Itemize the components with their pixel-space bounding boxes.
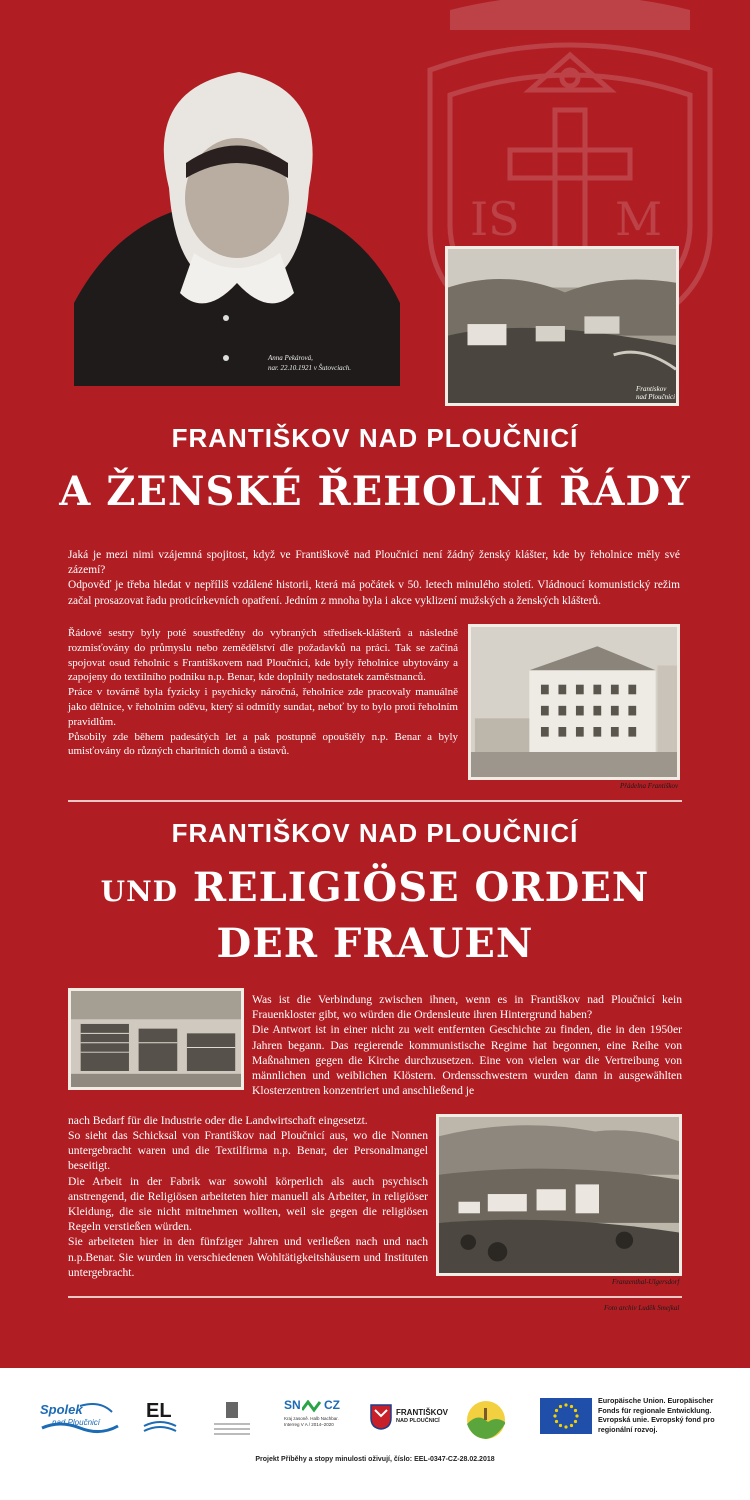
cz-paragraph-4: Působily zde během padesátých let a pak postupně opouštěly n.p. Benar a byly umisťovány do různých charitních domů a ústavů. [68,730,458,758]
logo-frantiskov-line1: FRANTIŠKOV [396,1408,448,1417]
de-paragraph-3: Die Arbeit in der Fabrik war sowohl körperlich als auch psychisch anstrengend, die Religiösen arbeiteten hier manuell als Arbeiter, in religiöser Kleidung, die sie nicht mitnehmen wollten, weil sie gegen die religiösen Regeln verstießen würden. [68,1174,428,1234]
town-photo [445,246,679,406]
de-text-bottom [68,1128,428,1280]
photo-credit: Foto archiv Luděk Smejkal [604,1304,680,1312]
logo-el [140,1398,180,1438]
cz-paragraph-2b: Řádové sestry byly poté soustředěny do vybraných středisek-klášterů a následně rozmisťovány do průmyslu nebo zemědělství dle požadavků na práci. Tak se začíná spojovat osud řeholnic s Františkovem nad Ploučnicí, kde byly řeholnice ubytovány a zapojeny do textilního podniku n.p. Benar, kde doplnily nedostatek zaměstnanců. [68,627,458,684]
spinning-mill-photo [468,624,680,780]
de-text-top [252,992,682,1098]
eu-funding-text: Europäische Union. Europäischer Fonds für regionale Entwicklung. Evropská unie. Evropský fond pro regionální rozvoj. [598,1396,715,1434]
school-emblem-icon [210,1398,254,1442]
project-reference: Projekt Příběhy a stopy minulosti oživují, číslo: EEL-0347-CZ-28.02.2018 [255,1456,495,1463]
heading-de-line3: DER FRAUEN [216,920,534,967]
footer [0,1368,750,1500]
logo-spolek-line2: nad Ploučnicí [52,1418,101,1427]
emblem-letters-right: M [615,192,663,246]
de-paragraph-2b: nach Bedarf für die Industrie oder die Landwirtschaft eingesetzt. [68,1114,368,1127]
heading-cz-line2: A ŽENSKÉ ŘEHOLNÍ ŘÁDY [59,468,691,515]
heading-de-line2: RELIGIÖSE ORDEN [192,864,650,911]
cz-paragraph-2a: Odpověď je třeba hledat v nepříliš vzdálené historii, která má počátek v 50. letech minulého století. Vládnoucí komunistický režim začal prosazovat řadu proticírkevních opatření. Jedním z mnoha byla i akce vyklizení mužských a ženských klášterů. [68,579,680,607]
cz-paragraph-1: Jaká je mezi nimi vzájemná spojitost, když ve Františkově nad Ploučnicí není žádný ženský klášter, kde by řeholnice měly své zázemí? [68,549,680,577]
arrow-zigzag-icon [302,1400,322,1414]
town-coat-of-arms-icon [370,1404,392,1430]
village-panorama-photo [436,1114,682,1276]
cz-photo-caption: Přádelna Františkov [620,782,679,790]
landscape-circle-logo [466,1400,506,1440]
logo-frantiskov-line2: NAD PLOUČNICÍ [396,1418,440,1424]
heading-cz-line1: FRANTIŠKOV NAD PLOUČNICÍ [171,423,579,453]
loom-hall-photo [68,988,244,1090]
de-paragraph-2a: Die Antwort ist in einer nicht zu weit entfernten Geschichte zu finden, die in den 1950er Jahren begann. Das regierende kommunistische Regime hat begonnen, eine Reihe von Maßnahmen gegen die Kirche durchzusetzen. Eine von vielen war die Vertreibung von männlichen und weiblichen Klöstern. Ordensschwestern wurden dann in ausgewählten Klosterzentren konzentriert und anschließend je [252,1023,682,1098]
de-photo-caption: Franzenthal-Ulgersdorf [612,1278,680,1286]
logo-sn-cz-sub: Kraj zasoně. Halb Nachbar. Interreg V A / 2014–2020 [284,1416,339,1427]
portrait-photo [74,68,400,386]
heading-de-title [0,862,750,970]
de-paragraph-1: Was ist die Verbindung zwischen ihnen, wenn es in Františkov nad Ploučnicí kein Frauenkloster gibt, wo würden die Ordensleute ihren Hintergrund haben? [252,993,682,1022]
logo-sn: SN [284,1398,301,1412]
emblem-letters-left: IS [470,192,520,246]
eu-flag-icon [540,1398,592,1434]
divider-2 [68,1296,682,1298]
logo-sn-cz [282,1398,348,1442]
portrait-caption-name: Anna Pekárová, [268,354,313,362]
divider-1 [68,800,682,802]
town-photo-inscription-2: nad Ploučnici [636,393,676,401]
heading-de-und: UND [100,875,178,908]
logo-el-text: EL [146,1400,172,1422]
de-paragraph-4: Sie arbeiteten hier in den fünfziger Jahren und verließen nach und nach n.p.Benar. Sie wurden in verschiedenen Wohltätigkeitshäusern und Instituten untergebracht. [68,1235,428,1279]
logo-frantiskov [370,1402,460,1436]
town-photo-inscription-1: Frantiskov [636,385,667,393]
cz-text-top [68,548,680,609]
portrait-caption-detail: nar. 22.10.1921 v Šutovciach. [268,364,352,372]
logo-cz: CZ [324,1398,340,1412]
cz-paragraph-3: Práce v továrně byla fyzicky i psychicky náročná, řeholnice zde pracovaly manuálně jako dělnice, v řeholním oděvu, který si odmítly sundat, neboť by to bylo proti řeholním pravidlům. [68,686,458,728]
heading-de-line1: FRANTIŠKOV NAD PLOUČNICÍ [171,818,579,848]
de-paragraph-2c: So sieht das Schicksal von Františkov nad Ploučnicí aus, wo die Nonnen untergebracht waren und die Textilfirma n.p. Benar, der Personalmangel beseitigt. [68,1129,428,1173]
logo-spolek-line1: Spolek [40,1402,83,1417]
cz-text-bottom [68,626,458,759]
logo-spolek [40,1398,120,1438]
